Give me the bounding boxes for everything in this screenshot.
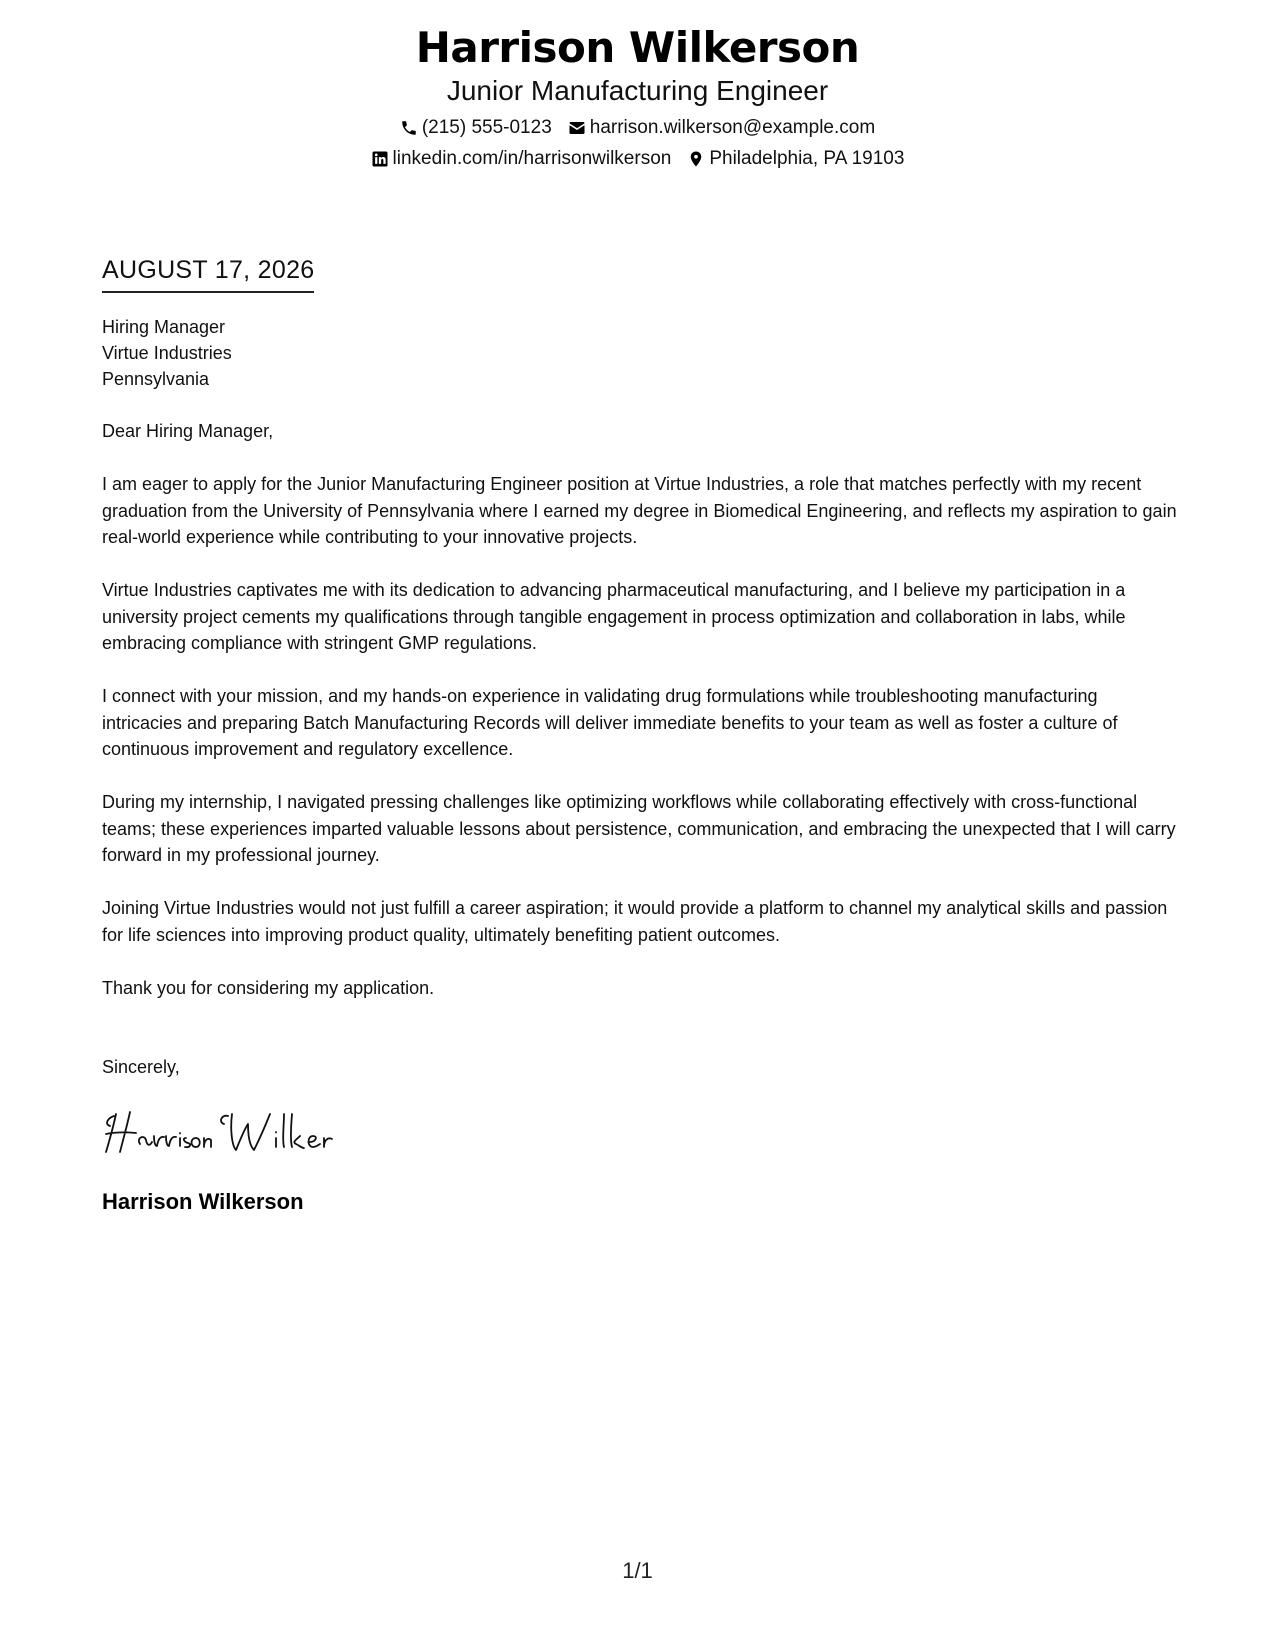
sign-off: Sincerely, <box>102 1057 180 1077</box>
contact-row-secondary <box>0 147 1275 171</box>
salutation: Dear Hiring Manager, <box>102 421 274 441</box>
handwritten-signature <box>100 1102 370 1162</box>
sender-job-title: Junior Manufacturing Engineer <box>446 75 829 106</box>
letter-body <box>102 418 1177 1028</box>
page-number: 1/1 <box>622 1558 653 1583</box>
contact-row-primary <box>0 116 1275 140</box>
phone-text: (215) 555-0123 <box>421 117 552 138</box>
body-paragraph: Thank you for considering my application. <box>102 977 435 998</box>
signer-name: Harrison Wilkerson <box>102 1189 304 1214</box>
body-paragraph: Virtue Industries captivates me with its dedication to advancing pharmaceutical manufacturing, and I believe my participation in a university project cements my qualifications through tangible engagement in process optimization and collaboration in labs, while embracing compliance with stringent GMP regulations. <box>102 580 1126 653</box>
sender-name: Harrison Wilkerson <box>415 23 860 72</box>
body-paragraph: During my internship, I navigated pressing challenges like optimizing workflows while collaborating effectively with cross-functional teams; these experiences imparted valuable lessons about persistence, communication, and embracing the unexpected that I will carry forward in my professional journey. <box>102 792 1176 865</box>
location-text: Philadelphia, PA 19103 <box>709 148 905 169</box>
map-marker-icon <box>687 150 705 168</box>
email-link[interactable]: harrison.wilkerson@example.com <box>589 117 876 138</box>
recipient-title: Hiring Manager <box>102 317 226 337</box>
linkedin-link[interactable]: linkedin.com/in/harrisonwilkerson <box>392 148 672 169</box>
body-paragraph: Joining Virtue Industries would not just fulfill a career aspiration; it would provide a platform to channel my analytical skills and passion for life sciences into improving product quality, ultimately benefiting patient outcomes. <box>102 898 1168 945</box>
body-paragraph: I am eager to apply for the Junior Manufacturing Engineer position at Virtue Industries, a role that matches perfectly with my recent graduation from the University of Pennsylvania where I earned my degree in Biomedical Engineering, and reflects my aspiration to gain real-world experience while contributing to your innovative projects. <box>102 474 1177 547</box>
contact-phone <box>400 116 552 140</box>
recipient-company: Virtue Industries <box>102 343 232 363</box>
contact-linkedin[interactable] <box>371 147 672 171</box>
phone-icon <box>400 119 418 137</box>
contact-location <box>687 147 904 171</box>
recipient-location: Pennsylvania <box>102 369 210 389</box>
letter-header <box>0 22 1275 171</box>
body-paragraph: I connect with your mission, and my hands-on experience in validating drug formulations while troubleshooting manufacturing intricacies and preparing Batch Manufacturing Records will deliver immediate benefits to your team as well as foster a culture of continuous improvement and regulatory excellence. <box>102 686 1118 759</box>
letter-date: AUGUST 17, 2026 <box>102 255 314 293</box>
envelope-icon <box>568 119 586 137</box>
recipient-block <box>102 314 232 392</box>
contact-email[interactable] <box>568 116 875 140</box>
linkedin-icon <box>371 150 389 168</box>
